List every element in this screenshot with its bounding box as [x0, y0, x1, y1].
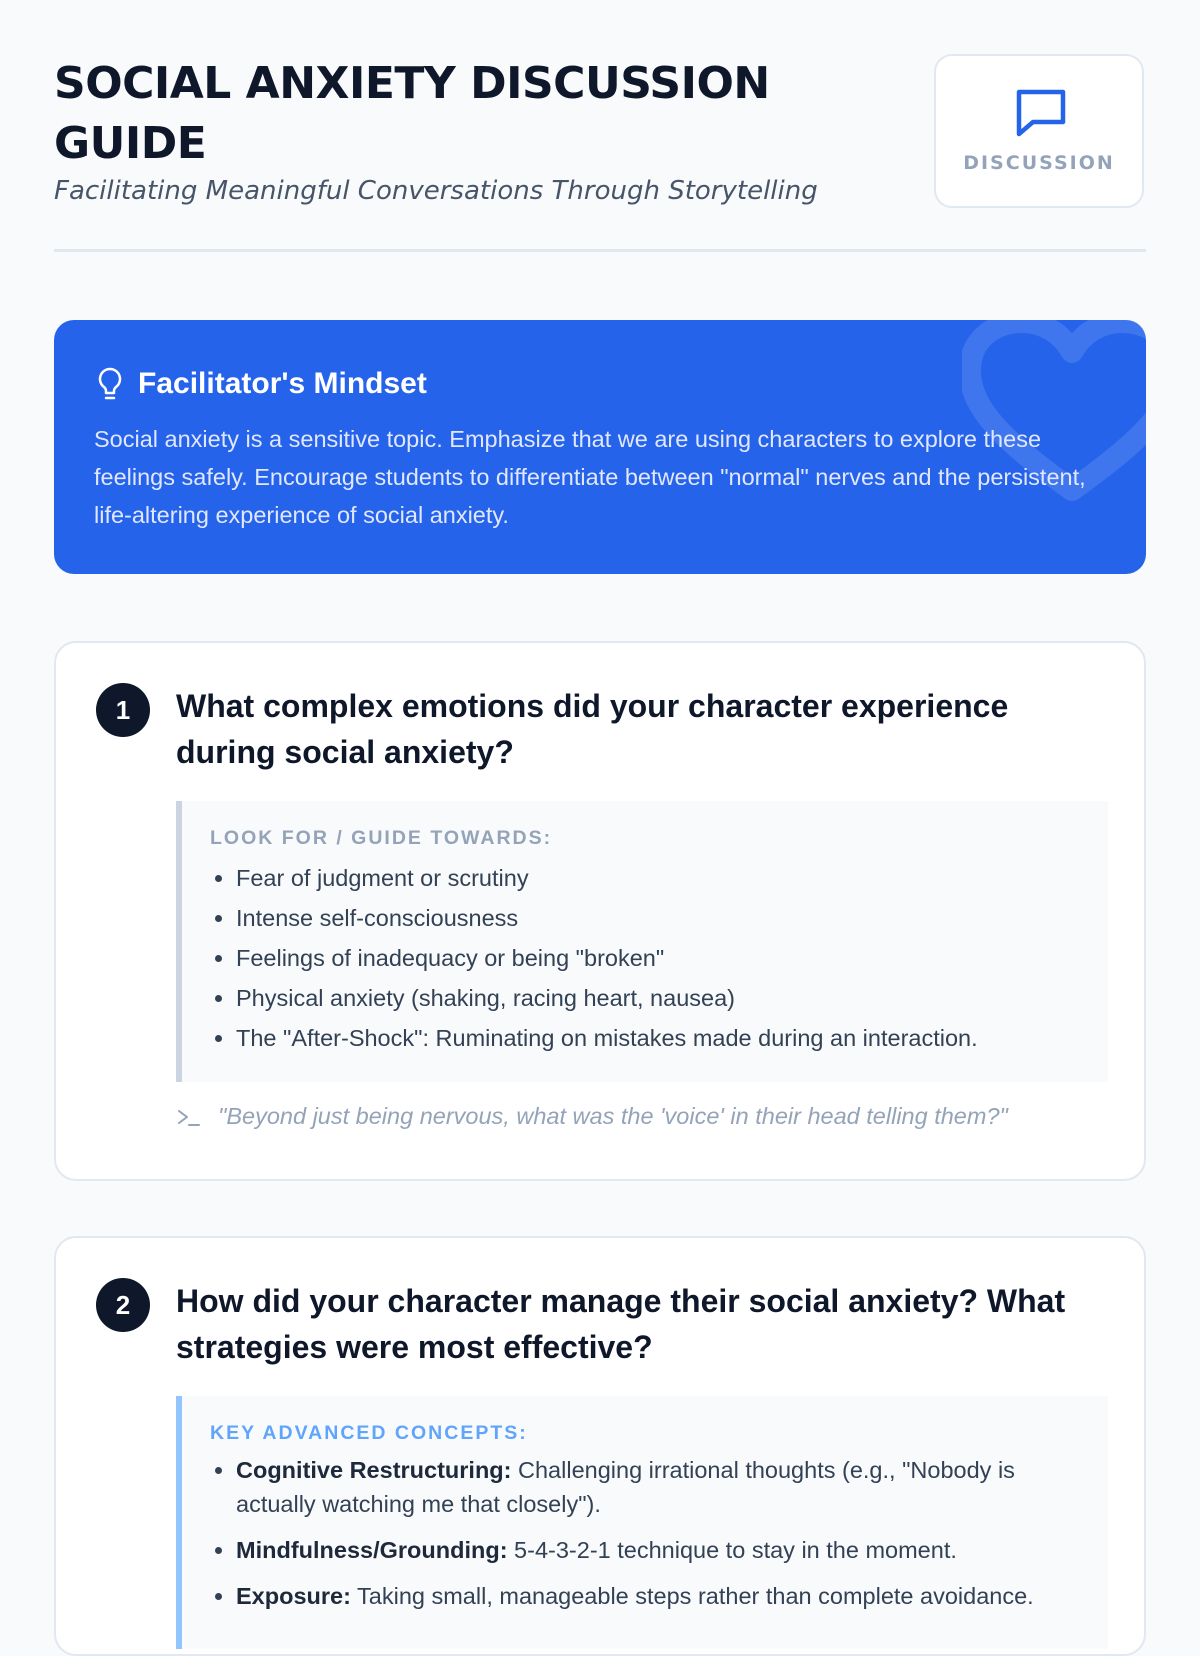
facilitator-prompt — [176, 1103, 1106, 1130]
discussion-badge — [934, 54, 1144, 208]
header-divider — [54, 249, 1146, 252]
concept-term: Exposure: — [236, 1583, 351, 1609]
concept-text: 5-4-3-2-1 technique to stay in the moment. — [507, 1537, 957, 1563]
concept-text: Challenging irrational thoughts (e.g., "Nobody is actually watching me that closely"). — [236, 1457, 1015, 1517]
concepts-box — [176, 1396, 1108, 1649]
page-subtitle: Facilitating Meaningful Conversations Through Storytelling — [54, 176, 818, 206]
mindset-text: Social anxiety is a sensitive topic. Emphasize that we are using characters to explore these feelings safely. Encourage students to differentiate between "normal" nerves and the persistent, life-altering experience of social anxiety. — [94, 426, 1086, 528]
concepts-label: KEY ADVANCED CONCEPTS: — [210, 1422, 528, 1444]
concept-term: Cognitive Restructuring: — [236, 1457, 512, 1483]
question-number: 1 — [96, 683, 150, 737]
guide-label: LOOK FOR / GUIDE TOWARDS: — [210, 827, 553, 849]
facilitator-mindset-panel — [54, 320, 1146, 574]
question-title: How did your character manage their social anxiety? What strategies were most effective? — [176, 1283, 1066, 1365]
concepts-list — [210, 1453, 1082, 1613]
question-number: 2 — [96, 1278, 150, 1332]
guide-box — [176, 801, 1108, 1082]
page-title: SOCIAL ANXIETY DISCUSSION GUIDE — [54, 58, 770, 169]
concept-item — [236, 1533, 1082, 1567]
badge-label: DISCUSSION — [963, 152, 1115, 174]
concept-term: Mindfulness/Grounding: — [236, 1537, 508, 1563]
guide-item: • Feelings of inadequacy or being "broken" — [236, 938, 1082, 978]
guide-item: • Fear of judgment or scrutiny — [236, 858, 1082, 898]
guide-item: • Intense self-consciousness — [236, 898, 1082, 938]
concept-item — [236, 1579, 1082, 1613]
concept-text: Taking small, manageable steps rather than complete avoidance. — [350, 1583, 1034, 1609]
question-title: What complex emotions did your character experience during social anxiety? — [176, 688, 1009, 770]
question-card-1 — [54, 641, 1146, 1181]
mindset-title: Facilitator's Mindset — [138, 367, 427, 400]
prompt-text: "Beyond just being nervous, what was the 'voice' in their head telling them?" — [218, 1103, 1008, 1129]
concept-item — [236, 1453, 1082, 1521]
mindset-heading — [94, 364, 427, 404]
guide-list — [210, 858, 1082, 1058]
lightbulb-icon — [94, 364, 126, 404]
question-card-2 — [54, 1236, 1146, 1656]
guide-item: • Physical anxiety (shaking, racing heart, nausea) — [236, 978, 1082, 1018]
chat-bubble-icon — [1013, 84, 1069, 140]
terminal-prompt-icon — [176, 1106, 202, 1128]
guide-item: • The "After-Shock": Ruminating on mistakes made during an interaction. — [236, 1018, 1082, 1058]
